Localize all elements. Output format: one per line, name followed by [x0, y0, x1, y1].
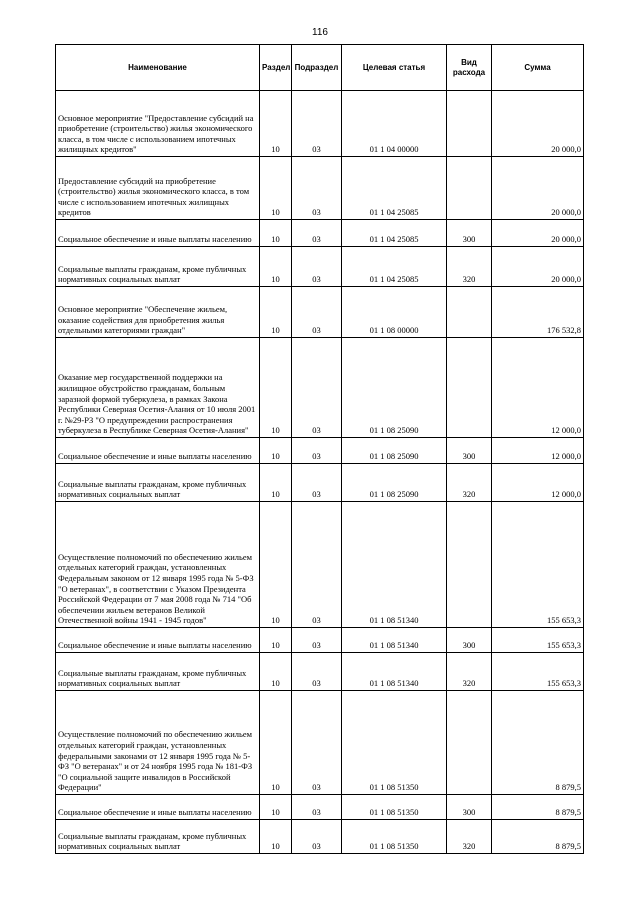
row-section: 10: [260, 653, 292, 691]
row-section: 10: [260, 464, 292, 502]
row-section: 10: [260, 287, 292, 338]
row-expense-type: [447, 91, 492, 157]
row-section: 10: [260, 91, 292, 157]
row-expense-type: [447, 157, 492, 220]
row-subsection: 03: [292, 91, 342, 157]
table-row: [56, 91, 584, 157]
row-expense-type: 300: [447, 220, 492, 247]
row-name: Социальное обеспечение и иные выплаты населению: [56, 438, 260, 464]
table-row: [56, 464, 584, 502]
table-row: [56, 287, 584, 338]
row-section: 10: [260, 247, 292, 287]
row-name: Оказание мер государственной поддержки на жилищное обустройство гражданам, больным заразной формой туберкулеза, в рамках Закона Республики Северная Осетия-Алания от 10 июля 2001 г. №29-РЗ "О предупреждении распространения туберкулеза в Республике Северная Осетия-Алания": [56, 338, 260, 438]
row-subsection: 03: [292, 820, 342, 854]
row-expense-type: 320: [447, 820, 492, 854]
row-target: 01 1 08 25090: [342, 338, 447, 438]
row-section: 10: [260, 628, 292, 653]
row-expense-type: [447, 338, 492, 438]
row-name: Основное мероприятие "Обеспечение жильем, оказание содействия для приобретения жилья отдельными категориями граждан": [56, 287, 260, 338]
table-row: [56, 157, 584, 220]
table-row: [56, 438, 584, 464]
row-target: 01 1 08 25090: [342, 464, 447, 502]
row-target: 01 1 08 51340: [342, 502, 447, 628]
table-row: [56, 691, 584, 795]
row-name: Социальные выплаты гражданам, кроме публичных нормативных социальных выплат: [56, 464, 260, 502]
table-header-row: [56, 45, 584, 91]
row-name: Социальное обеспечение и иные выплаты населению: [56, 795, 260, 820]
header-target: Целевая статья: [342, 45, 447, 91]
row-section: 10: [260, 220, 292, 247]
row-expense-type: 320: [447, 464, 492, 502]
row-target: 01 1 08 51350: [342, 820, 447, 854]
row-sum: 20 000,0: [492, 247, 584, 287]
row-sum: 155 653,3: [492, 628, 584, 653]
row-sum: 176 532,8: [492, 287, 584, 338]
row-section: 10: [260, 691, 292, 795]
row-subsection: 03: [292, 653, 342, 691]
row-subsection: 03: [292, 464, 342, 502]
row-target: 01 1 04 25085: [342, 220, 447, 247]
row-section: 10: [260, 502, 292, 628]
row-subsection: 03: [292, 157, 342, 220]
row-subsection: 03: [292, 438, 342, 464]
row-sum: 155 653,3: [492, 653, 584, 691]
row-section: 10: [260, 795, 292, 820]
table-row: [56, 628, 584, 653]
row-sum: 12 000,0: [492, 438, 584, 464]
row-target: 01 1 08 00000: [342, 287, 447, 338]
row-expense-type: 320: [447, 653, 492, 691]
row-target: 01 1 04 25085: [342, 247, 447, 287]
row-name: Социальные выплаты гражданам, кроме публичных нормативных социальных выплат: [56, 653, 260, 691]
row-target: 01 1 08 51350: [342, 795, 447, 820]
table-row: [56, 502, 584, 628]
row-name: Осуществление полномочий по обеспечению жильем отдельных категорий граждан, установленных Федеральным законом от 12 января 1995 года № 5-ФЗ "О ветеранах", в соответствии с Указом Президента Российской Федерации от 7 мая 2008 года № 714 "Об обеспечении жильем ветеранов Великой Отечественной войны 1941 - 1945 годов": [56, 502, 260, 628]
table-row: [56, 247, 584, 287]
row-subsection: 03: [292, 795, 342, 820]
row-name: Социальное обеспечение и иные выплаты населению: [56, 628, 260, 653]
header-section: Раздел: [260, 45, 292, 91]
table-row: [56, 338, 584, 438]
row-name: Осуществление полномочий по обеспечению жильем отдельных категорий граждан, установленных федеральными законами от 12 января 1995 года № 5-ФЗ "О ветеранах" и от 24 ноября 1995 года № 181-ФЗ "О социальной защите инвалидов в Российской Федерации": [56, 691, 260, 795]
row-sum: 155 653,3: [492, 502, 584, 628]
row-target: 01 1 08 51340: [342, 653, 447, 691]
row-section: 10: [260, 338, 292, 438]
row-sum: 12 000,0: [492, 464, 584, 502]
row-sum: 8 879,5: [492, 795, 584, 820]
row-expense-type: 320: [447, 247, 492, 287]
row-name: Социальные выплаты гражданам, кроме публичных нормативных социальных выплат: [56, 820, 260, 854]
row-expense-type: 300: [447, 628, 492, 653]
row-subsection: 03: [292, 502, 342, 628]
row-sum: 8 879,5: [492, 691, 584, 795]
row-sum: 8 879,5: [492, 820, 584, 854]
table-row: [56, 220, 584, 247]
row-subsection: 03: [292, 338, 342, 438]
row-expense-type: [447, 691, 492, 795]
row-subsection: 03: [292, 220, 342, 247]
row-sum: 20 000,0: [492, 157, 584, 220]
row-sum: 20 000,0: [492, 91, 584, 157]
row-target: 01 1 04 25085: [342, 157, 447, 220]
page-number: 116: [312, 27, 328, 38]
row-name: Предоставление субсидий на приобретение (строительство) жилья экономического класса, в том числе с использованием ипотечных жилищных кредитов: [56, 157, 260, 220]
row-expense-type: [447, 287, 492, 338]
header-expense-type: Вид расхода: [447, 45, 492, 91]
row-target: 01 1 08 25090: [342, 438, 447, 464]
row-subsection: 03: [292, 287, 342, 338]
row-name: Социальные выплаты гражданам, кроме публичных нормативных социальных выплат: [56, 247, 260, 287]
header-subsection: Подраздел: [292, 45, 342, 91]
header-name: Наименование: [56, 45, 260, 91]
row-subsection: 03: [292, 247, 342, 287]
row-subsection: 03: [292, 628, 342, 653]
row-expense-type: 300: [447, 795, 492, 820]
row-expense-type: [447, 502, 492, 628]
budget-table: [55, 44, 584, 854]
row-sum: 12 000,0: [492, 338, 584, 438]
row-section: 10: [260, 820, 292, 854]
table-row: [56, 820, 584, 854]
table-row: [56, 653, 584, 691]
row-target: 01 1 08 51350: [342, 691, 447, 795]
header-sum: Сумма: [492, 45, 584, 91]
row-section: 10: [260, 438, 292, 464]
row-expense-type: 300: [447, 438, 492, 464]
row-target: 01 1 04 00000: [342, 91, 447, 157]
table-row: [56, 795, 584, 820]
row-subsection: 03: [292, 691, 342, 795]
row-section: 10: [260, 157, 292, 220]
row-name: Основное мероприятие "Предоставление субсидий на приобретение (строительство) жилья экономического класса, в том числе с использованием ипотечных жилищных кредитов": [56, 91, 260, 157]
row-sum: 20 000,0: [492, 220, 584, 247]
row-name: Социальное обеспечение и иные выплаты населению: [56, 220, 260, 247]
row-target: 01 1 08 51340: [342, 628, 447, 653]
